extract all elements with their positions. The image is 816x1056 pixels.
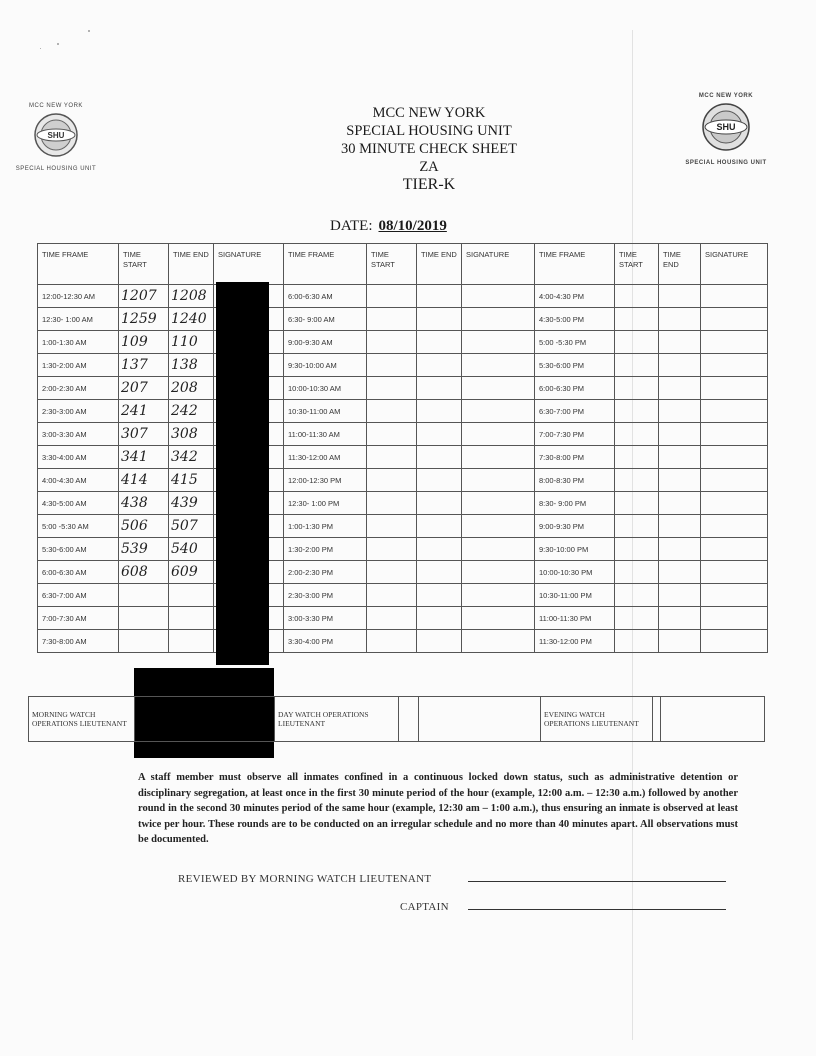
- scan-speck: [40, 48, 41, 49]
- evening-watch-spacer: [653, 697, 661, 742]
- reviewed-by-signature-line: [468, 881, 726, 882]
- morning-watch-label: MORNING WATCH OPERATIONS LIEUTENANT: [29, 697, 135, 742]
- signature-cell: [462, 492, 535, 515]
- time-frame-cell: 8:30- 9:00 PM: [535, 492, 615, 515]
- watch-operations-table: [28, 696, 765, 742]
- time-start-cell: 207: [119, 377, 169, 400]
- time-frame-cell: 3:00-3:30 PM: [284, 607, 367, 630]
- header-unit: SPECIAL HOUSING UNIT: [346, 123, 512, 139]
- signature-cell: [462, 630, 535, 653]
- table-row: [38, 630, 768, 653]
- time-end-cell: [417, 423, 462, 446]
- check-sheet-table: [37, 243, 768, 653]
- time-end-cell: 507: [169, 515, 214, 538]
- table-row: [38, 400, 768, 423]
- table-header-row: [38, 244, 768, 285]
- time-start-cell: [367, 423, 417, 446]
- signature-cell: [462, 538, 535, 561]
- column-header: TIME END: [417, 244, 462, 285]
- time-frame-cell: 6:00-6:30 PM: [535, 377, 615, 400]
- time-end-cell: 415: [169, 469, 214, 492]
- signature-cell: [701, 308, 768, 331]
- table-row: [38, 285, 768, 308]
- time-end-cell: [417, 331, 462, 354]
- time-end-cell: [417, 515, 462, 538]
- time-start-cell: [367, 630, 417, 653]
- signature-cell: [701, 561, 768, 584]
- time-frame-cell: 11:00-11:30 AM: [284, 423, 367, 446]
- time-end-cell: [659, 538, 701, 561]
- time-start-cell: [367, 377, 417, 400]
- time-start-cell: [367, 400, 417, 423]
- time-frame-cell: 9:30-10:00 AM: [284, 354, 367, 377]
- signature-cell: [701, 354, 768, 377]
- signature-cell: [701, 331, 768, 354]
- time-start-cell: 137: [119, 354, 169, 377]
- time-start-cell: [367, 285, 417, 308]
- signature-cell: [462, 607, 535, 630]
- time-end-cell: [169, 584, 214, 607]
- time-frame-cell: 10:00-10:30 AM: [284, 377, 367, 400]
- column-header: SIGNATURE: [214, 244, 284, 285]
- table-row: [38, 446, 768, 469]
- time-end-cell: 138: [169, 354, 214, 377]
- time-end-cell: [417, 400, 462, 423]
- signature-cell: [462, 354, 535, 377]
- time-start-cell: [615, 515, 659, 538]
- logo-right: [676, 93, 776, 166]
- column-header: SIGNATURE: [701, 244, 768, 285]
- logo-center-text: SHU: [47, 131, 65, 140]
- time-frame-cell: 1:00-1:30 AM: [38, 331, 119, 354]
- table-row: [38, 423, 768, 446]
- time-frame-cell: 4:00-4:30 AM: [38, 469, 119, 492]
- time-start-cell: [615, 285, 659, 308]
- header-facility: MCC NEW YORK: [372, 105, 486, 121]
- time-frame-cell: 8:00-8:30 PM: [535, 469, 615, 492]
- time-start-cell: [615, 538, 659, 561]
- time-frame-cell: 12:00-12:30 PM: [284, 469, 367, 492]
- time-start-cell: 539: [119, 538, 169, 561]
- time-frame-cell: 9:00-9:30 AM: [284, 331, 367, 354]
- time-start-cell: [119, 584, 169, 607]
- time-frame-cell: 6:00-6:30 AM: [284, 285, 367, 308]
- time-frame-cell: 2:00-2:30 AM: [38, 377, 119, 400]
- time-frame-cell: 1:00-1:30 PM: [284, 515, 367, 538]
- signature-cell: [462, 331, 535, 354]
- time-end-cell: [417, 561, 462, 584]
- time-frame-cell: 2:00-2:30 PM: [284, 561, 367, 584]
- column-header: TIME FRAME: [535, 244, 615, 285]
- day-watch-signature: [419, 697, 541, 742]
- time-frame-cell: 6:30-7:00 AM: [38, 584, 119, 607]
- time-frame-cell: 3:00-3:30 AM: [38, 423, 119, 446]
- captain-signature-line: [468, 909, 726, 910]
- time-frame-cell: 2:30-3:00 PM: [284, 584, 367, 607]
- date-value: 08/10/2019: [378, 218, 447, 234]
- time-end-cell: [659, 423, 701, 446]
- time-frame-cell: 10:30-11:00 AM: [284, 400, 367, 423]
- time-start-cell: 1207: [119, 285, 169, 308]
- table-row: [38, 354, 768, 377]
- signature-cell: [701, 630, 768, 653]
- time-frame-cell: 3:30-4:00 PM: [284, 630, 367, 653]
- morning-watch-signature: [135, 697, 275, 742]
- evening-watch-label: EVENING WATCH OPERATIONS LIEUTENANT: [541, 697, 653, 742]
- time-start-cell: 341: [119, 446, 169, 469]
- captain-label: CAPTAIN: [400, 901, 449, 913]
- time-frame-cell: 10:00-10:30 PM: [535, 561, 615, 584]
- date-label: DATE:: [330, 218, 373, 234]
- signature-cell: [462, 469, 535, 492]
- time-end-cell: [417, 446, 462, 469]
- signature-cell: [462, 584, 535, 607]
- time-frame-cell: 10:30-11:00 PM: [535, 584, 615, 607]
- time-frame-cell: 11:30-12:00 PM: [535, 630, 615, 653]
- logo-bottom-text: SPECIAL HOUSING UNIT: [685, 160, 767, 166]
- time-frame-cell: 3:30-4:00 AM: [38, 446, 119, 469]
- time-start-cell: [615, 561, 659, 584]
- time-start-cell: [367, 492, 417, 515]
- time-frame-cell: 6:30- 9:00 AM: [284, 308, 367, 331]
- signature-cell: [462, 515, 535, 538]
- svg-text:SHU: SHU: [716, 122, 736, 132]
- signature-cell: [701, 377, 768, 400]
- time-start-cell: [615, 584, 659, 607]
- time-end-cell: 540: [169, 538, 214, 561]
- time-frame-cell: 4:30-5:00 AM: [38, 492, 119, 515]
- column-header: TIME END: [169, 244, 214, 285]
- header-unit-code: ZA: [419, 159, 439, 175]
- date-row: [330, 218, 447, 235]
- time-start-cell: [615, 377, 659, 400]
- time-end-cell: 308: [169, 423, 214, 446]
- time-start-cell: [367, 354, 417, 377]
- time-frame-cell: 12:30- 1:00 PM: [284, 492, 367, 515]
- time-end-cell: 1208: [169, 285, 214, 308]
- signature-cell: [462, 423, 535, 446]
- time-end-cell: [659, 492, 701, 515]
- shu-seal-icon: [701, 102, 751, 152]
- time-start-cell: 414: [119, 469, 169, 492]
- table-row: [38, 561, 768, 584]
- time-start-cell: 506: [119, 515, 169, 538]
- signature-cell: [462, 377, 535, 400]
- time-end-cell: [417, 308, 462, 331]
- time-frame-cell: 5:00 -5:30 AM: [38, 515, 119, 538]
- signature-cell: [701, 285, 768, 308]
- time-end-cell: [659, 446, 701, 469]
- time-start-cell: [367, 561, 417, 584]
- table-row: [38, 492, 768, 515]
- time-start-cell: [615, 354, 659, 377]
- time-end-cell: [659, 308, 701, 331]
- signature-cell: [701, 492, 768, 515]
- column-header: TIME START: [615, 244, 659, 285]
- signature-cell: [462, 400, 535, 423]
- time-end-cell: 110: [169, 331, 214, 354]
- time-frame-cell: 12:00-12:30 AM: [38, 285, 119, 308]
- table-row: [38, 607, 768, 630]
- table-row: [38, 538, 768, 561]
- time-end-cell: [417, 607, 462, 630]
- signature-cell: [701, 469, 768, 492]
- time-start-cell: [615, 607, 659, 630]
- time-frame-cell: 7:30-8:00 AM: [38, 630, 119, 653]
- time-frame-cell: 4:30-5:00 PM: [535, 308, 615, 331]
- time-end-cell: 1240: [169, 308, 214, 331]
- time-end-cell: [417, 377, 462, 400]
- time-end-cell: [659, 469, 701, 492]
- time-end-cell: [417, 354, 462, 377]
- reviewed-by-label: REVIEWED BY MORNING WATCH LIEUTENANT: [178, 873, 432, 885]
- time-frame-cell: 7:00-7:30 PM: [535, 423, 615, 446]
- time-end-cell: 439: [169, 492, 214, 515]
- time-start-cell: [615, 423, 659, 446]
- signature-cell: [462, 446, 535, 469]
- column-header: TIME FRAME: [38, 244, 119, 285]
- time-start-cell: [367, 538, 417, 561]
- time-end-cell: [417, 469, 462, 492]
- time-start-cell: [119, 607, 169, 630]
- time-start-cell: [615, 630, 659, 653]
- evening-watch-signature: [661, 697, 765, 742]
- time-end-cell: 242: [169, 400, 214, 423]
- header-tier: TIER-K: [402, 176, 456, 193]
- table-row: [38, 515, 768, 538]
- time-end-cell: [169, 630, 214, 653]
- time-frame-cell: 1:30-2:00 AM: [38, 354, 119, 377]
- column-header: TIME END: [659, 244, 701, 285]
- time-end-cell: [417, 285, 462, 308]
- time-frame-cell: 5:30-6:00 PM: [535, 354, 615, 377]
- time-frame-cell: 6:00-6:30 AM: [38, 561, 119, 584]
- time-frame-cell: 5:00 -5:30 PM: [535, 331, 615, 354]
- time-end-cell: [659, 561, 701, 584]
- time-end-cell: 609: [169, 561, 214, 584]
- column-header: TIME FRAME: [284, 244, 367, 285]
- time-end-cell: [169, 607, 214, 630]
- time-frame-cell: 6:30-7:00 PM: [535, 400, 615, 423]
- time-start-cell: [119, 630, 169, 653]
- time-start-cell: [615, 446, 659, 469]
- time-start-cell: [367, 515, 417, 538]
- time-frame-cell: 5:30-6:00 AM: [38, 538, 119, 561]
- time-start-cell: 307: [119, 423, 169, 446]
- time-end-cell: [659, 400, 701, 423]
- time-end-cell: [417, 492, 462, 515]
- time-frame-cell: 9:30-10:00 PM: [535, 538, 615, 561]
- logo-top-text: MCC NEW YORK: [29, 103, 83, 109]
- redaction-bar: [216, 282, 269, 665]
- time-end-cell: [659, 354, 701, 377]
- time-start-cell: [367, 308, 417, 331]
- time-frame-cell: 7:30-8:00 PM: [535, 446, 615, 469]
- logo-left: [6, 103, 106, 172]
- time-start-cell: [615, 492, 659, 515]
- table-row: [38, 469, 768, 492]
- table-row: [38, 331, 768, 354]
- check-sheet-body: [38, 285, 768, 653]
- signature-cell: [701, 446, 768, 469]
- time-end-cell: [417, 584, 462, 607]
- time-start-cell: [615, 469, 659, 492]
- time-frame-cell: 7:00-7:30 AM: [38, 607, 119, 630]
- time-end-cell: [659, 377, 701, 400]
- time-end-cell: [659, 515, 701, 538]
- signature-cell: [462, 308, 535, 331]
- time-end-cell: [659, 285, 701, 308]
- time-end-cell: [417, 538, 462, 561]
- logo-top-text: MCC NEW YORK: [698, 93, 754, 99]
- day-watch-spacer: [399, 697, 419, 742]
- time-frame-cell: 11:00-11:30 PM: [535, 607, 615, 630]
- signature-cell: [462, 285, 535, 308]
- time-frame-cell: 12:30- 1:00 AM: [38, 308, 119, 331]
- signature-cell: [701, 423, 768, 446]
- signature-cell: [462, 561, 535, 584]
- time-start-cell: [615, 331, 659, 354]
- column-header: SIGNATURE: [462, 244, 535, 285]
- logo-bottom-text: SPECIAL HOUSING UNIT: [15, 166, 97, 172]
- header-title: 30 MINUTE CHECK SHEET: [340, 141, 517, 157]
- column-header: TIME START: [119, 244, 169, 285]
- time-frame-cell: 1:30-2:00 PM: [284, 538, 367, 561]
- time-start-cell: 109: [119, 331, 169, 354]
- time-start-cell: [367, 469, 417, 492]
- time-start-cell: 1259: [119, 308, 169, 331]
- document-header: [300, 104, 558, 194]
- time-start-cell: 241: [119, 400, 169, 423]
- scan-speck: [88, 30, 90, 32]
- time-end-cell: [659, 607, 701, 630]
- time-end-cell: 342: [169, 446, 214, 469]
- watch-row: [29, 697, 765, 742]
- policy-notice: A staff member must observe all inmates confined in a continuous locked down status, such as administrative detention or disciplinary segregation, at least once in the first 30 minute period of the hour (example, 12:00 a.m. – 12:30 a.m.) followed by another round in the second 30 minutes period of the same hour (example, 12:30 am – 1:00 a.m.), thus ensuring an inmate is observed at least twice per hour. These rounds are to be conducted on an irregular schedule and no more than 40 minutes apart. All observations must be documented.: [138, 772, 738, 845]
- signature-cell: [701, 538, 768, 561]
- time-frame-cell: 2:30-3:00 AM: [38, 400, 119, 423]
- table-row: [38, 584, 768, 607]
- time-start-cell: [615, 400, 659, 423]
- time-start-cell: [367, 446, 417, 469]
- signature-cell: [701, 515, 768, 538]
- time-end-cell: [659, 630, 701, 653]
- table-row: [38, 377, 768, 400]
- time-frame-cell: 11:30-12:00 AM: [284, 446, 367, 469]
- time-frame-cell: 9:00-9:30 PM: [535, 515, 615, 538]
- time-start-cell: [367, 584, 417, 607]
- column-header: TIME START: [367, 244, 417, 285]
- time-start-cell: [367, 331, 417, 354]
- time-end-cell: [659, 584, 701, 607]
- time-start-cell: [367, 607, 417, 630]
- day-watch-label: DAY WATCH OPERATIONS LIEUTENANT: [275, 697, 399, 742]
- time-end-cell: 208: [169, 377, 214, 400]
- time-end-cell: [417, 630, 462, 653]
- time-start-cell: [615, 308, 659, 331]
- scan-speck: [57, 43, 59, 45]
- shu-seal-icon: [33, 112, 79, 158]
- signature-cell: [701, 400, 768, 423]
- table-row: [38, 308, 768, 331]
- time-frame-cell: 4:00-4:30 PM: [535, 285, 615, 308]
- time-start-cell: 608: [119, 561, 169, 584]
- time-end-cell: [659, 331, 701, 354]
- time-start-cell: 438: [119, 492, 169, 515]
- signature-cell: [701, 607, 768, 630]
- signature-cell: [701, 584, 768, 607]
